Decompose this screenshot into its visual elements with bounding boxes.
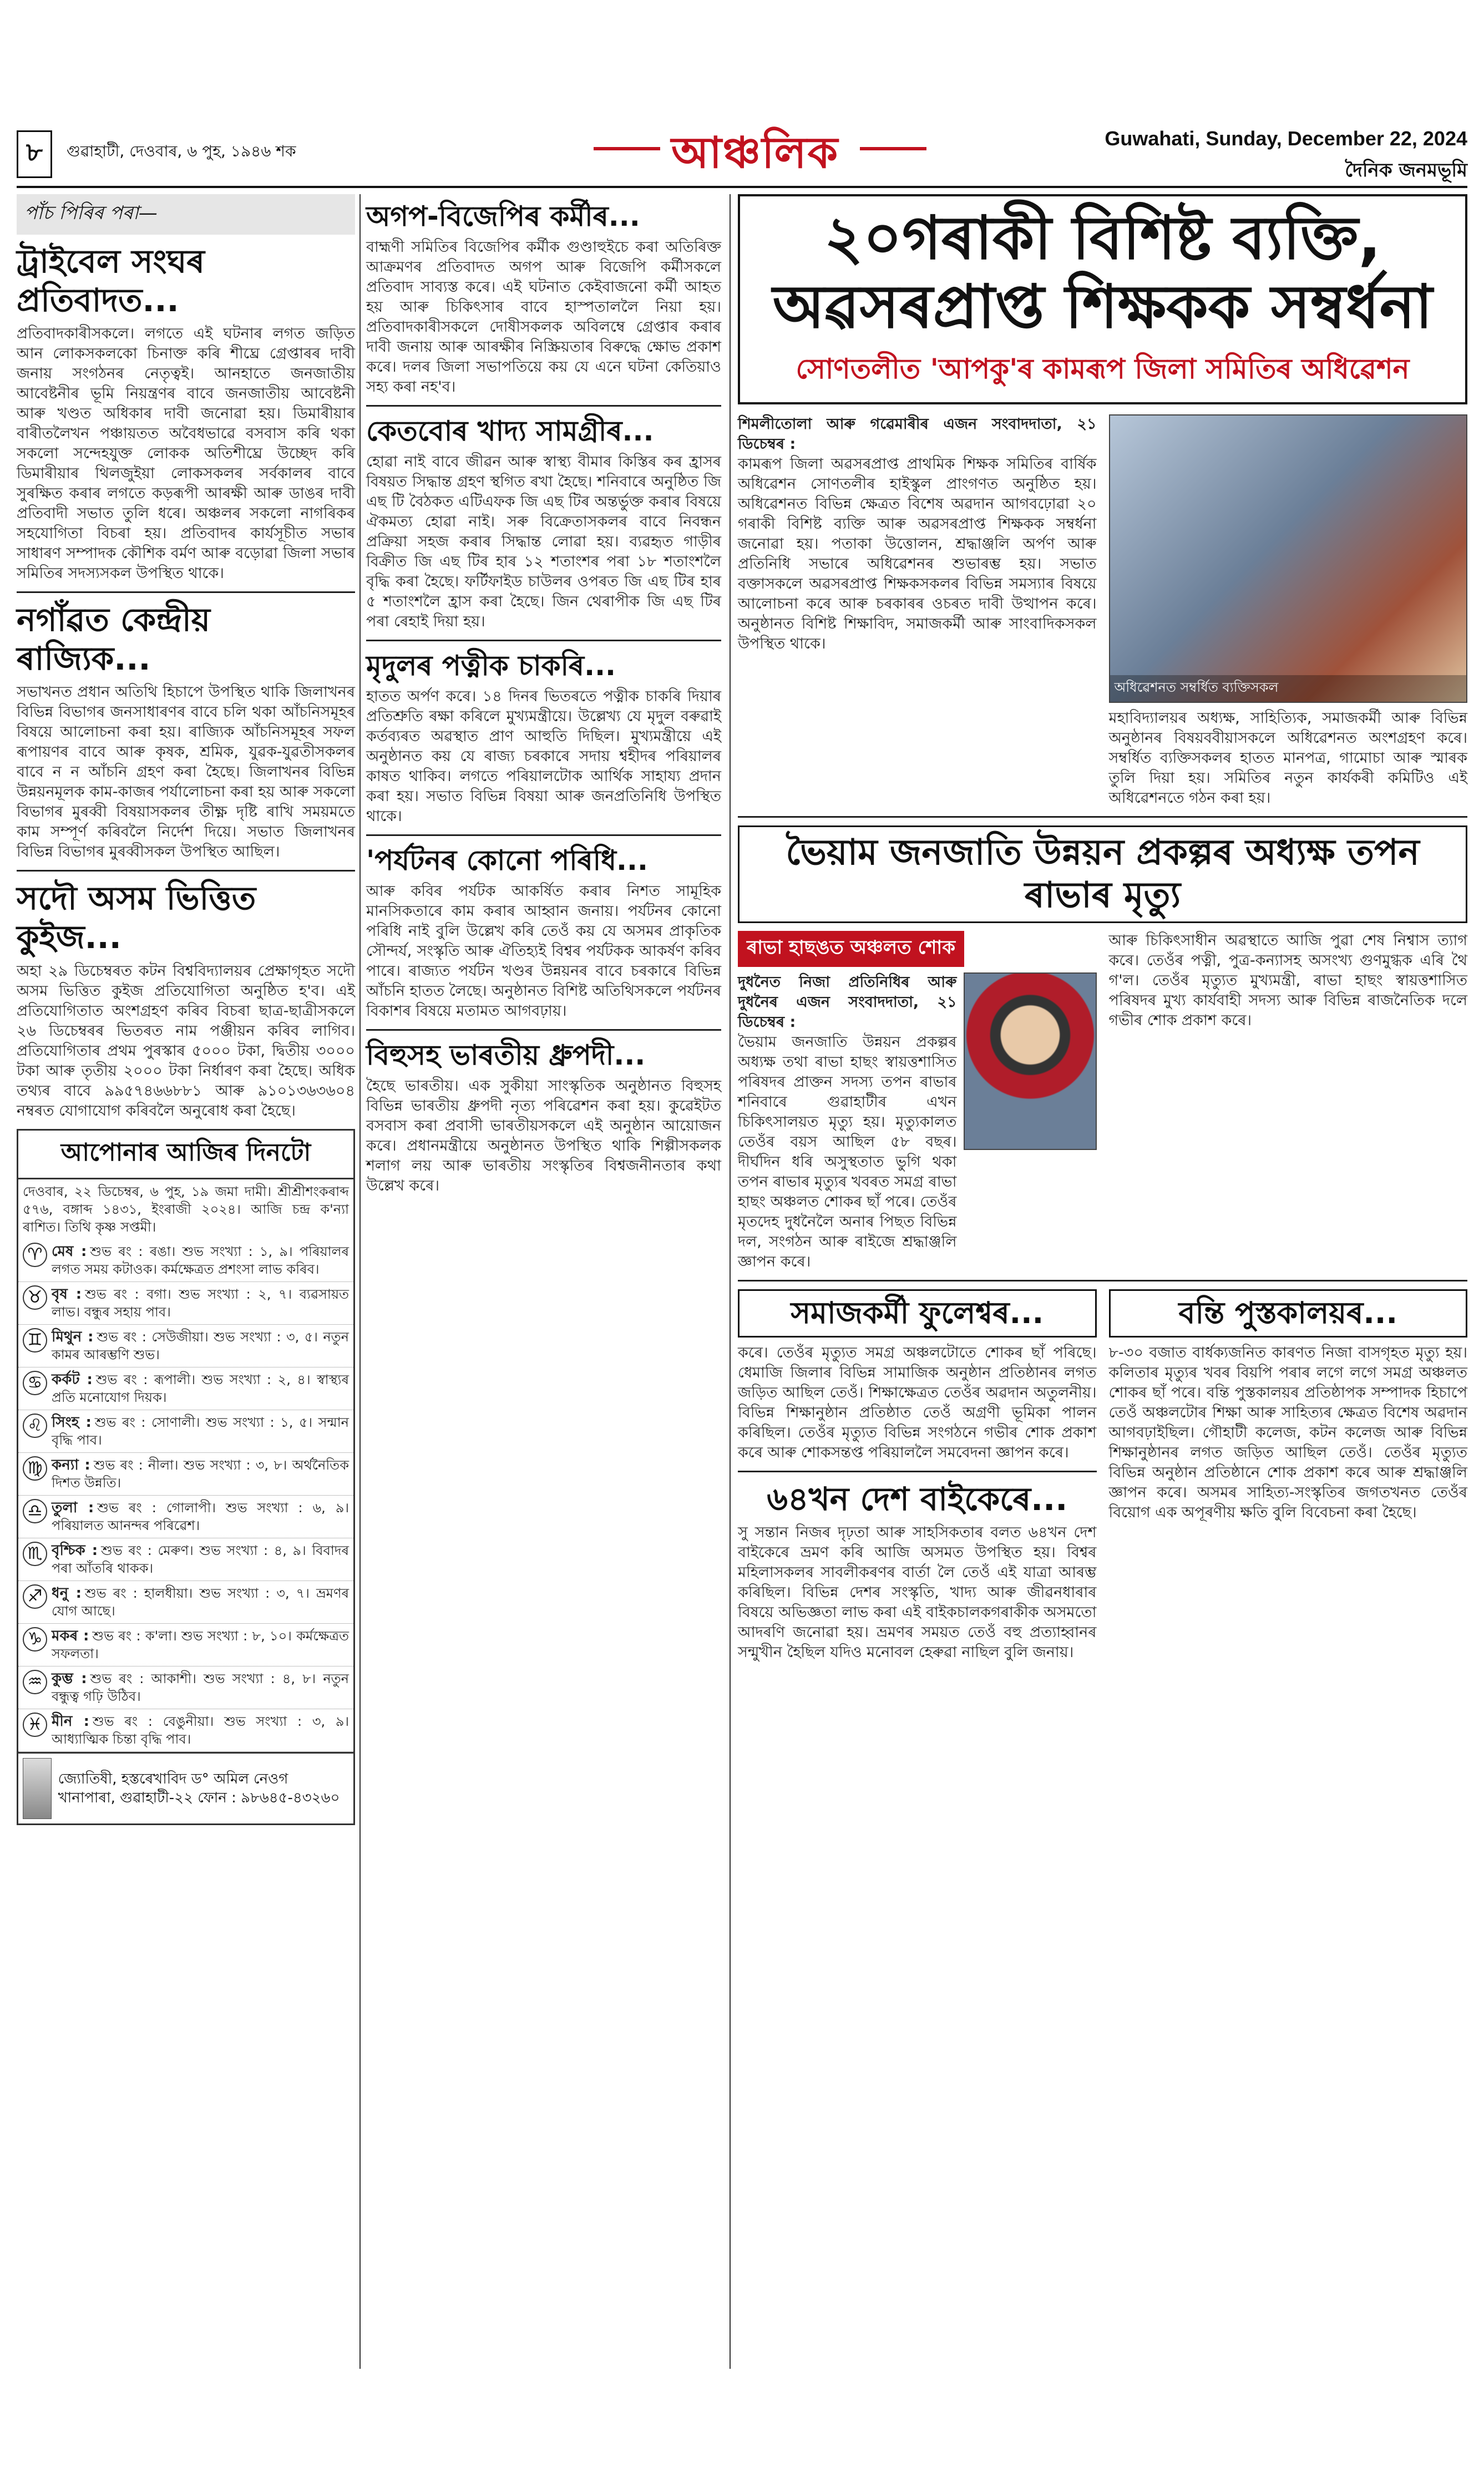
zodiac-text: শুভ ৰং : গোলাপী। শুভ সংখ্যা : ৬, ৯। পৰিয়ালত আনন্দৰ পৰিৱেশ। (52, 1500, 350, 1533)
zodiac-icon: ♒ (23, 1670, 47, 1694)
zodiac-name: তুলা : (52, 1499, 94, 1516)
horoscope-item (18, 1239, 353, 1282)
page-number: ৮ (17, 130, 52, 178)
horoscope-item (18, 1282, 353, 1325)
story-body: হোৱা নাই বাবে জীৱন আৰু স্বাস্থ্য বীমাৰ কিস্তিৰ কৰ হ্ৰাসৰ বিষয়ত সিদ্ধান্ত গ্ৰহণ স্থগিত ৰখা হৈছে। শনিবাৰে অনুষ্ঠিত জি এছ টি বৈঠকত এটিএফক জি এছ টিৰ অন্তৰ্ভুক্ত কৰাৰ বিষয়ে ঐকমত্য হোৱা নাই। সৰু বিক্ৰেতাসকলৰ বাবে নিবন্ধন প্ৰক্ৰিয়া সহজ কৰাৰ সিদ্ধান্ত লোৱা হয়। ব্যৱহৃত গাড়ীৰ বিক্ৰীত জি এছ টিৰ হাৰ ১২ শতাংশৰ পৰা ১৮ শতাংশলৈ বৃদ্ধি কৰা হৈছে। ফৰ্টিফাইড চাউলৰ ওপৰত জি এছ টিৰ হাৰ ৫ শতাংশলৈ হ্ৰাস কৰা হৈছে। জিন থেৰাপীক জি এছ টিৰ পৰা ৰেহাই দিয়া হয়। (366, 453, 721, 630)
obituary-col-right (1109, 931, 1468, 1272)
zodiac-text: শুভ ৰং : আকাশী। শুভ সংখ্যা : ৪, ৮। নতুন বন্ধুত্ব গঢ়ি উঠিব। (52, 1670, 349, 1704)
sub-brand: দৈনিক জনমভূমি (1345, 159, 1467, 181)
divider (366, 405, 721, 407)
obituary-body-continued: আৰু চিকিৎসাধীন অৱস্থাতে আজি পুৱা শেষ নিশ্বাস ত্যাগ কৰে। তেওঁৰ পত্নী, পুত্ৰ-কন্যাসহ অসংখ্য গুণমুগ্ধক এৰি থৈ গ'ল। তেওঁৰ মৃত্যুত মুখ্যমন্ত্ৰী, ৰাভা হাছং স্বায়ত্তশাসিত পৰিষদৰ মুখ্য কাৰ্যবাহী সদস্য আৰু বিভিন্ন ৰাজনৈতিক দলে গভীৰ শোক প্ৰকাশ কৰে। (1108, 931, 1467, 1029)
lead-story-col-right (1109, 414, 1468, 808)
zodiac-icon: ♍ (23, 1456, 47, 1481)
horoscope-item (18, 1410, 353, 1453)
lead-subheadline: সোণতলীত 'আপকু'ৰ কামৰূপ জিলা সমিতিৰ অধিৱেশন (796, 353, 1410, 386)
bottom-stories (738, 1289, 1467, 1663)
horoscope-item (18, 1538, 353, 1581)
lead-photo (1109, 414, 1468, 703)
horoscope-intro: দেওবাৰ, ২২ ডিচেম্বৰ, ৬ পুহ, ১৯ জমা দামী। শ্ৰীশ্ৰীশংকৰাব্দ ৫৭৬, বঙ্গাব্দ ১৪৩১, ইংৰাজী ২০২৪। আজি চন্দ্ৰ ক'ন্যা ৰাশিত। তিথি কৃষ্ণ সপ্তমী। (23, 1183, 349, 1235)
divider (738, 1280, 1467, 1281)
section-tag: পাঁচ পিৰিৰ পৰা— (17, 194, 355, 235)
zodiac-text: শুভ ৰং : মেৰুণ। শুভ সংখ্যা : ৪, ৯। বিবাদৰ পৰা আঁতৰি থাকক। (52, 1542, 349, 1576)
horoscope-item (18, 1453, 353, 1496)
zodiac-icon: ♐ (23, 1584, 47, 1609)
zodiac-name: মকৰ : (52, 1627, 89, 1644)
story-body: ৮-৩০ বজাত বাৰ্ধক্যজনিত কাৰণত নিজা বাসগৃহত মৃত্যু হয়। কলিতাৰ মৃত্যুৰ খবৰ বিয়পি পৰাৰ লগে লগে সমগ্ৰ অঞ্চলত শোকৰ ছাঁ পৰে। বন্তি পুস্তকালয়ৰ প্ৰতিষ্ঠাপক সম্পাদক হিচাপে তেওঁ অঞ্চলটোৰ শিক্ষা আৰু সাহিত্যৰ ক্ষেত্ৰত বিশেষ অৱদান আগবঢ়াইছিল। গৌহাটী কলেজ, কটন কলেজ আৰু বিভিন্ন শিক্ষানুষ্ঠানৰ লগত জড়িত আছিল তেওঁ। তেওঁৰ মৃত্যুত বিভিন্ন অনুষ্ঠান প্ৰতিষ্ঠানে শোক প্ৰকাশ কৰে আৰু শ্ৰদ্ধাঞ্জলি জ্ঞাপন কৰে। অসমৰ সাহিত্য-সংস্কৃতিৰ জগতখনত তেওঁৰ বিয়োগ এক অপূৰণীয় ক্ষতি বুলি বিবেচনা কৰা হৈছে। (1108, 1344, 1467, 1521)
right-block (738, 194, 1467, 1663)
lead-body: কামৰূপ জিলা অৱসৰপ্ৰাপ্ত প্ৰাথমিক শিক্ষক সমিতিৰ বাৰ্ষিক অধিৱেশন সোণতলীৰ হাইস্কুল প্ৰাংগণত অনুষ্ঠিত হয়। অধিৱেশনত বিভিন্ন ক্ষেত্ৰত বিশেষ অৱদান আগবঢ়োৱা ২০ গৰাকী বিশিষ্ট ব্যক্তি আৰু অৱসৰপ্ৰাপ্ত শিক্ষকক সম্বৰ্ধনা জনোৱা হয়। পতাকা উত্তোলন, শ্ৰদ্ধাঞ্জলি অৰ্পণ আৰু প্ৰতিনিধি সভাৰে অধিৱেশনৰ শুভাৰম্ভ হয়। সভাত বক্তাসকলে অৱসৰপ্ৰাপ্ত শিক্ষকসকলৰ বিভিন্ন সমস্যাৰ বিষয়ে আলোচনা কৰে আৰু চৰকাৰৰ ওচৰত দাবী উত্থাপন কৰে। অনুষ্ঠানত বিশিষ্ট শিক্ষাবিদ, সমাজকৰ্মী আৰু সাংবাদিকসকল উপস্থিত থাকে। (738, 455, 1097, 653)
obituary-portrait (964, 972, 1097, 1150)
lead-dateline: শিমলীতোলা আৰু গৱেমাৰীৰ এজন সংবাদদাতা, ২১ ডিচেম্বৰ : (738, 416, 1097, 453)
zodiac-text: শুভ ৰং : নীলা। শুভ সংখ্যা : ৩, ৮। অৰ্থনৈতিক দিশত উন্নতি। (52, 1457, 349, 1491)
divider (366, 640, 721, 641)
story-headline[interactable]: বন্তি পুস্তকালয়ৰ... (1109, 1289, 1468, 1338)
story-headline[interactable]: বিহুসহ ভাৰতীয় ধ্ৰুপদী... (366, 1039, 646, 1071)
obituary-body: ভৈয়াম জনজাতি উন্নয়ন প্ৰকল্পৰ অধ্যক্ষ তথা ৰাভা হাছং স্বায়ত্তশাসিত পৰিষদৰ প্ৰাক্তন সদস্য তপন ৰাভাৰ শনিবাৰে গুৱাহাটীৰ এখন চিকিৎসালয়ত মৃত্যু হয়। মৃত্যুকালত তেওঁৰ বয়স আছিল ৫৮ বছৰ। দীৰ্ঘদিন ধৰি অসুস্থতাত ভুগি থকা তপন ৰাভাৰ মৃত্যুৰ খবৰত সমগ্ৰ ৰাভা হাছং অঞ্চলত শোকৰ ছাঁ পৰে। তেওঁৰ মৃতদেহ দুধনৈলৈ অনাৰ পিছত বিভিন্ন দল, সংগঠন আৰু ৰাইজে শ্ৰদ্ধাঞ্জলি জ্ঞাপন কৰে। (738, 1033, 957, 1270)
brand-title: আঞ্চলিক (671, 128, 839, 178)
zodiac-text: শুভ ৰং : ক'লা। শুভ সংখ্যা : ৮, ১০। কৰ্মক্ষেত্ৰত সফলতা। (52, 1628, 349, 1661)
story-headline[interactable]: মৃদুলৰ পত্নীক চাকৰি... (366, 650, 616, 682)
story-body: সু সন্তান নিজৰ দৃঢ়তা আৰু সাহসিকতাৰ বলত ৬৪খন দেশ বাইকেৰে ভ্ৰমণ কৰি আজি অসমত উপস্থিত হয়। বিশ্বৰ মহিলাসকলৰ সাবলীকৰণৰ বাৰ্তা লৈ তেওঁ এই যাত্ৰা আৰম্ভ কৰিছিল। বিভিন্ন দেশৰ সংস্কৃতি, খাদ্য আৰু জীৱনধাৰাৰ বিষয়ে অভিজ্ঞতা লাভ কৰা এই বাইকচালকগৰাকীক অসমতো আদৰণি জনোৱা হয়। ভ্ৰমণৰ সময়ত তেওঁ বহু প্ৰত্যাহ্বানৰ সন্মুখীন হৈছিল যদিও মনোবল হেৰুৱা নাছিল বুলি জনায়। (738, 1524, 1097, 1661)
horoscope-item (18, 1496, 353, 1538)
middle-column (366, 194, 721, 1196)
divider (17, 591, 355, 593)
zodiac-name: কুম্ভ : (52, 1670, 87, 1687)
lead-body-continued: মহাবিদ্যালয়ৰ অধ্যক্ষ, সাহিত্যিক, সমাজকৰ্মী আৰু বিভিন্ন অনুষ্ঠানৰ বিষয়ববীয়াসকলে অধিৱেশনত অংশগ্ৰহণ কৰে। সম্বৰ্ধিত ব্যক্তিসকলৰ হাতত মানপত্ৰ, গামোচা আৰু স্মাৰক তুলি দিয়া হয়। সমিতিৰ নতুন কাৰ্যকৰী কমিটিও এই অধিৱেশনতে গঠন কৰা হয়। (1108, 710, 1467, 807)
lead-story (738, 414, 1467, 808)
zodiac-icon: ♌ (23, 1414, 47, 1438)
story-headline[interactable]: অগপ-বিজেপিৰ কৰ্মীৰ... (366, 200, 640, 232)
zodiac-name: বৃষ : (52, 1285, 82, 1303)
zodiac-icon: ♈ (23, 1243, 47, 1267)
bottom-col-left (738, 1289, 1097, 1663)
zodiac-text: শুভ ৰং : সেউজীয়া। শুভ সংখ্যা : ৩, ৫। নতুন কামৰ আৰম্ভণি শুভ। (52, 1329, 349, 1362)
brand-rule-left (594, 147, 660, 150)
zodiac-name: সিংহ : (52, 1414, 92, 1431)
zodiac-text: শুভ ৰং : হালধীয়া। শুভ সংখ্যা : ৩, ৭। ভ্ৰমণৰ যোগ আছে। (52, 1585, 350, 1619)
horoscope-item (18, 1325, 353, 1367)
zodiac-icon: ♋ (23, 1371, 47, 1395)
zodiac-name: কন্যা : (52, 1456, 90, 1473)
zodiac-name: কৰ্কট : (52, 1371, 93, 1388)
zodiac-text: শুভ ৰং : বেঙুনীয়া। শুভ সংখ্যা : ৩, ৯। আধ্যাত্মিক চিন্তা বৃদ্ধি পাব। (52, 1713, 349, 1747)
zodiac-name: মীন : (52, 1713, 89, 1730)
story-body: অহা ২৯ ডিচেম্বৰত কটন বিশ্ববিদ্যালয়ৰ প্ৰেক্ষাগৃহত সদৌ অসম ভিত্তিত কুইজ প্ৰতিযোগিতা অনুষ্ঠিত হ'ব। এই প্ৰতিযোগিতাত অংশগ্ৰহণ কৰিব বিচৰা ছাত্ৰ-ছাত্ৰীসকলে ২৬ ডিচেম্বৰৰ ভিতৰত নাম পঞ্জীয়ন কৰিব লাগিব। প্ৰতিযোগিতাৰ প্ৰথম পুৰস্কাৰ ৫০০০ টকা, দ্বিতীয় ৩০০০ টকা আৰু তৃতীয় ২০০০ টকা নিৰ্ধাৰণ কৰা হৈছে। অধিক তথ্যৰ বাবে ৯৯৫৭৪৬৬৮৮১ আৰু ৯১০১৩৬৩৬০৪ নম্বৰত যোগাযোগ কৰিবলৈ অনুৰোধ কৰা হৈছে। (17, 962, 355, 1119)
column-divider (730, 194, 731, 2369)
story-body: প্ৰতিবাদকাৰীসকলে। লগতে এই ঘটনাৰ লগত জড়িত আন লোকসকলকো চিনাক্ত কৰি শীঘ্ৰে গ্ৰেপ্তাৰৰ দাবী জনায় সংগঠনৰ নেতৃত্বই। আনহাতে জনজাতীয় আবেষ্টনীৰ ভূমি নিয়ন্ত্ৰণৰ বাবে জনজাতীয় আবেষ্টনী আৰু খণ্ডত অধিকাৰ দাবী জনোৱা হয়। ডিমাৰীয়াৰ বাৰীতলৈখন পঞ্চায়তত অবৈধভাৱে বসবাস কৰি থকা সকলো সন্দেহযুক্ত লোকক অতিশীঘ্ৰে উচ্ছেদ কৰি ডিমাৰীয়াৰ থিলজুইয়া লোকসকলৰ সৰ্বকালৰ বাবে সুৰক্ষিত কৰাৰ লগতে কড়ৰূপী আৰক্ষী আৰু ডাঙৰ দাবী প্ৰতিবাদী সভাত তুলি ধৰে। অঞ্চলৰ সকলো নাগৰিকৰ সহযোগিতা বিচৰা হয়। প্ৰতিবাদৰ কাৰ্যসূচীত সভাৰ সাধাৰণ সম্পাদক কৌশিক বৰ্মণ আৰু বড়োৱা জিলা সভাৰ সমিতিৰ সদস্যসকল উপস্থিত থাকে। (17, 325, 355, 582)
horoscope-title: আপোনাৰ আজিৰ দিনটো (18, 1131, 353, 1179)
divider (17, 870, 355, 872)
story-body: হৈছে ভাৰতীয়। এক সুকীয়া সাংস্কৃতিক অনুষ্ঠানত বিহুসহ বিভিন্ন ভাৰতীয় ধ্ৰুপদী নৃত্য পৰিৱেশন কৰা হয়। কুৱেইটত বসবাস কৰা প্ৰবাসী ভাৰতীয়সকলে এই অনুষ্ঠান আয়োজন কৰে। প্ৰধানমন্ত্ৰীয়ে অনুষ্ঠানত উপস্থিত থাকি শিল্পীসকলক শলাগ লয় আৰু ভাৰতীয় সংস্কৃতিৰ বিশ্বজনীনতাৰ কথা উল্লেখ কৰে। (366, 1077, 721, 1194)
story-body: আৰু কবিৰ পৰ্যটক আকৰ্ষিত কৰাৰ নিশত সামূহিক মানসিকতাৰে কাম কৰাৰ আহ্বান জনায়। পৰ্যটনৰ কোনো পৰিধি নাই বুলি উল্লেখ কৰি তেওঁ কয় যে অসমৰ প্ৰাকৃতিক সৌন্দৰ্য, সংস্কৃতি আৰু ঐতিহ্যই বিশ্বৰ পৰ্যটকক আকৰ্ষণ কৰিব পাৰে। ৰাজ্যত পৰ্যটন খণ্ডৰ উন্নয়নৰ বাবে চৰকাৰে বিভিন্ন আঁচনি হাতত লৈছে। অনুষ্ঠানত বিশিষ্ট অতিথিসকলে পৰ্যটনৰ বিকাশৰ বিষয়ে মতামত আগবঢ়ায়। (366, 883, 721, 1020)
obituary-dateline: দুধনৈত নিজা প্ৰতিনিধিৰ আৰু দুধনৈৰ এজন সংবাদদাতা, ২১ ডিচেম্বৰ : (738, 973, 957, 1031)
zodiac-name: বৃশ্চিক : (52, 1542, 98, 1559)
story-body: হাতত অৰ্পণ কৰে। ১৪ দিনৰ ভিতৰতে পত্নীক চাকৰি দিয়াৰ প্ৰতিশ্ৰুতি ৰক্ষা কৰিলে মুখ্যমন্ত্ৰীয়ে। উল্লেখ্য যে মৃদুল বৰুৱাই কৰ্তব্যৰত অৱস্থাত প্ৰাণ আহুতি দিছিল। মুখ্যমন্ত্ৰীয়ে এই অনুষ্ঠানত কয় যে ৰাজ্য চৰকাৰে সদায় শ্বহীদৰ পৰিয়ালৰ কাষত থাকিব। লগতে পৰিয়ালটোক আৰ্থিক সাহায্য প্ৰদান কৰা হয়। সভাত বিভিন্ন বিষয়া আৰু জনপ্ৰতিনিধি উপস্থিত থাকে। (366, 688, 721, 825)
horoscope-item (18, 1666, 353, 1709)
lead-headline[interactable]: ২০গৰাকী বিশিষ্ট ব্যক্তি, অৱসৰপ্ৰাপ্ত শিক্ষকক সম্বৰ্ধনা (772, 204, 1433, 342)
story-headline[interactable]: 'পৰ্যটনৰ কোনো পৰিধি... (366, 844, 649, 877)
obituary-story (738, 931, 1467, 1272)
brand-rule-right (860, 147, 926, 150)
obituary-tag: ৰাভা হাছঙত অঞ্চলত শোক (738, 931, 964, 967)
zodiac-icon: ♑ (23, 1627, 47, 1652)
astrologer-box (18, 1752, 353, 1823)
zodiac-text: শুভ ৰং : বগা। শুভ সংখ্যা : ২, ৭। ব্যৱসায়ত লাভ। বন্ধুৰ সহায় পাব। (52, 1286, 349, 1320)
lead-photo-caption: অধিৱেশনত সম্বৰ্ধিত ব্যক্তিসকল (1110, 675, 1467, 702)
horoscope-item (18, 1581, 353, 1624)
zodiac-name: মিথুন : (52, 1328, 94, 1345)
masthead-rule (17, 186, 1467, 188)
zodiac-icon: ♏ (23, 1542, 47, 1566)
astrologer-photo (23, 1758, 52, 1819)
english-date: Guwahati, Sunday, December 22, 2024 (1105, 127, 1467, 150)
obituary-headline[interactable]: ভৈয়াম জনজাতি উন্নয়ন প্ৰকল্পৰ অধ্যক্ষ তপন ৰাভাৰ মৃত্যু (738, 825, 1467, 923)
story-headline[interactable]: সমাজকৰ্মী ফুলেশ্বৰ... (738, 1289, 1097, 1338)
story-headline[interactable]: সদৌ অসম ভিত্তিত কুইজ... (17, 879, 256, 956)
horoscope-item (18, 1624, 353, 1666)
story-body: কৰে। তেওঁৰ মৃত্যুত সমগ্ৰ অঞ্চলটোতে শোকৰ ছাঁ পৰিছে। ধেমাজি জিলাৰ বিভিন্ন সামাজিক অনুষ্ঠান প্ৰতিষ্ঠানৰ লগত জড়িত আছিল তেওঁ। শিক্ষাক্ষেত্ৰত তেওঁৰ অৱদান অতুলনীয়। বিভিন্ন শিক্ষানুষ্ঠান প্ৰতিষ্ঠাত তেওঁ অগ্ৰণী ভূমিকা পালন কৰিছিল। তেওঁৰ মৃত্যুত বিভিন্ন সংগঠনে গভীৰ শোক প্ৰকাশ কৰে আৰু শোকসন্তপ্ত পৰিয়াললৈ সমবেদনা জ্ঞাপন কৰে। (738, 1344, 1097, 1461)
zodiac-text: শুভ ৰং : ৰূপালী। শুভ সংখ্যা : ২, ৪। স্বাস্থ্যৰ প্ৰতি মনোযোগ দিয়ক। (52, 1371, 349, 1405)
story-headline[interactable]: ৬৪খন দেশ বাইকেৰে... (767, 1480, 1068, 1518)
horoscope-box (17, 1129, 355, 1825)
story-body: সভাখনত প্ৰধান অতিথি হিচাপে উপস্থিত থাকি জিলাখনৰ বিভিন্ন বিভাগৰ জনসাধাৰণৰ বাবে চলি থকা আঁচনিসমূহৰ বিষয়ে আলোচনা কৰা হয়। ৰাজ্যিক আঁচনিসমূহৰ সফল ৰূপায়ণৰ বাবে আৰু কৃষক, শ্ৰমিক, যুৱক-যুৱতীসকলৰ বাবে ন ন আঁচনি গ্ৰহণ কৰা হৈছে। জিলাখনৰ বিভিন্ন উন্নয়নমূলক কাম-কাজৰ পৰ্যালোচনা কৰা হয় আৰু সকলো বিভাগৰ মুৰব্বী বিষয়াসকলৰ তীক্ষ্ণ দৃষ্টি ৰাখি সময়মতে কাম সম্পূৰ্ণ কৰিবলৈ নিৰ্দেশ দিয়ে। সভাত জিলাখনৰ বিভিন্ন বিভাগৰ মুৰব্বীসকল উপস্থিত আছিল। (17, 683, 355, 861)
horoscope-item (18, 1367, 353, 1410)
horoscope-list (18, 1239, 353, 1752)
zodiac-icon: ♓ (23, 1713, 47, 1737)
masthead (17, 119, 1467, 197)
story-body: বাহ্মণী সমিতিৰ বিজেপিৰ কৰ্মীক গুণ্ডাহুইচে কৰা অতিৰিক্ত আক্ৰমণৰ প্ৰতিবাদত অগপ আৰু বিজেপি কৰ্মীসকলে প্ৰতিবাদ সাব্যস্ত কৰে। এই ঘটনাত কেইবাজনো কৰ্মী আহত হয় আৰু চিকিৎসাৰ বাবে হাস্পতাললৈ নিয়া হয়। প্ৰতিবাদকাৰীসকলে দোষীসকলক অবিলম্বে গ্ৰেপ্তাৰ কৰাৰ দাবী জনায় আৰু আৰক্ষীৰ নিস্ক্ৰিয়তাৰ বিৰুদ্ধে ক্ষোভ প্ৰকাশ কৰে। দলৰ জিলা সভাপতিয়ে কয় যে এনে ঘটনা কেতিয়াও সহ্য কৰা নহ'ব। (366, 239, 721, 396)
story-headline[interactable]: নগাঁৱত কেন্দ্ৰীয় ৰাজ্যিক... (17, 601, 210, 677)
column-divider (359, 194, 361, 2369)
divider (738, 816, 1467, 818)
astrologer-info: জ্যোতিষী, হস্তৰেখাবিদ ড° অমিল নেওগ খানাপাৰা, গুৱাহাটী-২২ ফোন : ৯৮৬৪৫-৪৩২৬০ (58, 1770, 340, 1806)
zodiac-icon: ♉ (23, 1285, 47, 1310)
zodiac-text: শুভ ৰং : ৰঙা। শুভ সংখ্যা : ১, ৯। পৰিয়ালৰ লগত সময় কটাওক। কৰ্মক্ষেত্ৰত প্ৰশংসা লাভ কৰিব। (52, 1243, 349, 1277)
divider (366, 1029, 721, 1031)
zodiac-icon: ♎ (23, 1499, 47, 1523)
zodiac-text: শুভ ৰং : সোণালী। শুভ সংখ্যা : ১, ৫। সন্মান বৃদ্ধি পাব। (52, 1414, 349, 1448)
obituary-col-left (738, 931, 1097, 1272)
divider (366, 834, 721, 836)
horoscope-item (18, 1709, 353, 1752)
story-headline[interactable]: কেতবোৰ খাদ্য সামগ্ৰীৰ... (366, 415, 654, 447)
zodiac-icon: ♊ (23, 1328, 47, 1352)
divider (738, 1471, 1097, 1472)
left-column (17, 194, 355, 1825)
lead-story-col-left (738, 414, 1097, 808)
local-date: গুৱাহাটী, দেওবাৰ, ৬ পুহ, ১৯৪৬ শক (67, 142, 296, 160)
lead-banner (738, 194, 1467, 404)
zodiac-name: মেষ : (52, 1243, 87, 1260)
story-headline[interactable]: ট্ৰাইবেল সংঘৰ প্ৰতিবাদত... (17, 242, 205, 319)
zodiac-name: ধনু : (52, 1584, 82, 1602)
bottom-col-right (1109, 1289, 1468, 1663)
